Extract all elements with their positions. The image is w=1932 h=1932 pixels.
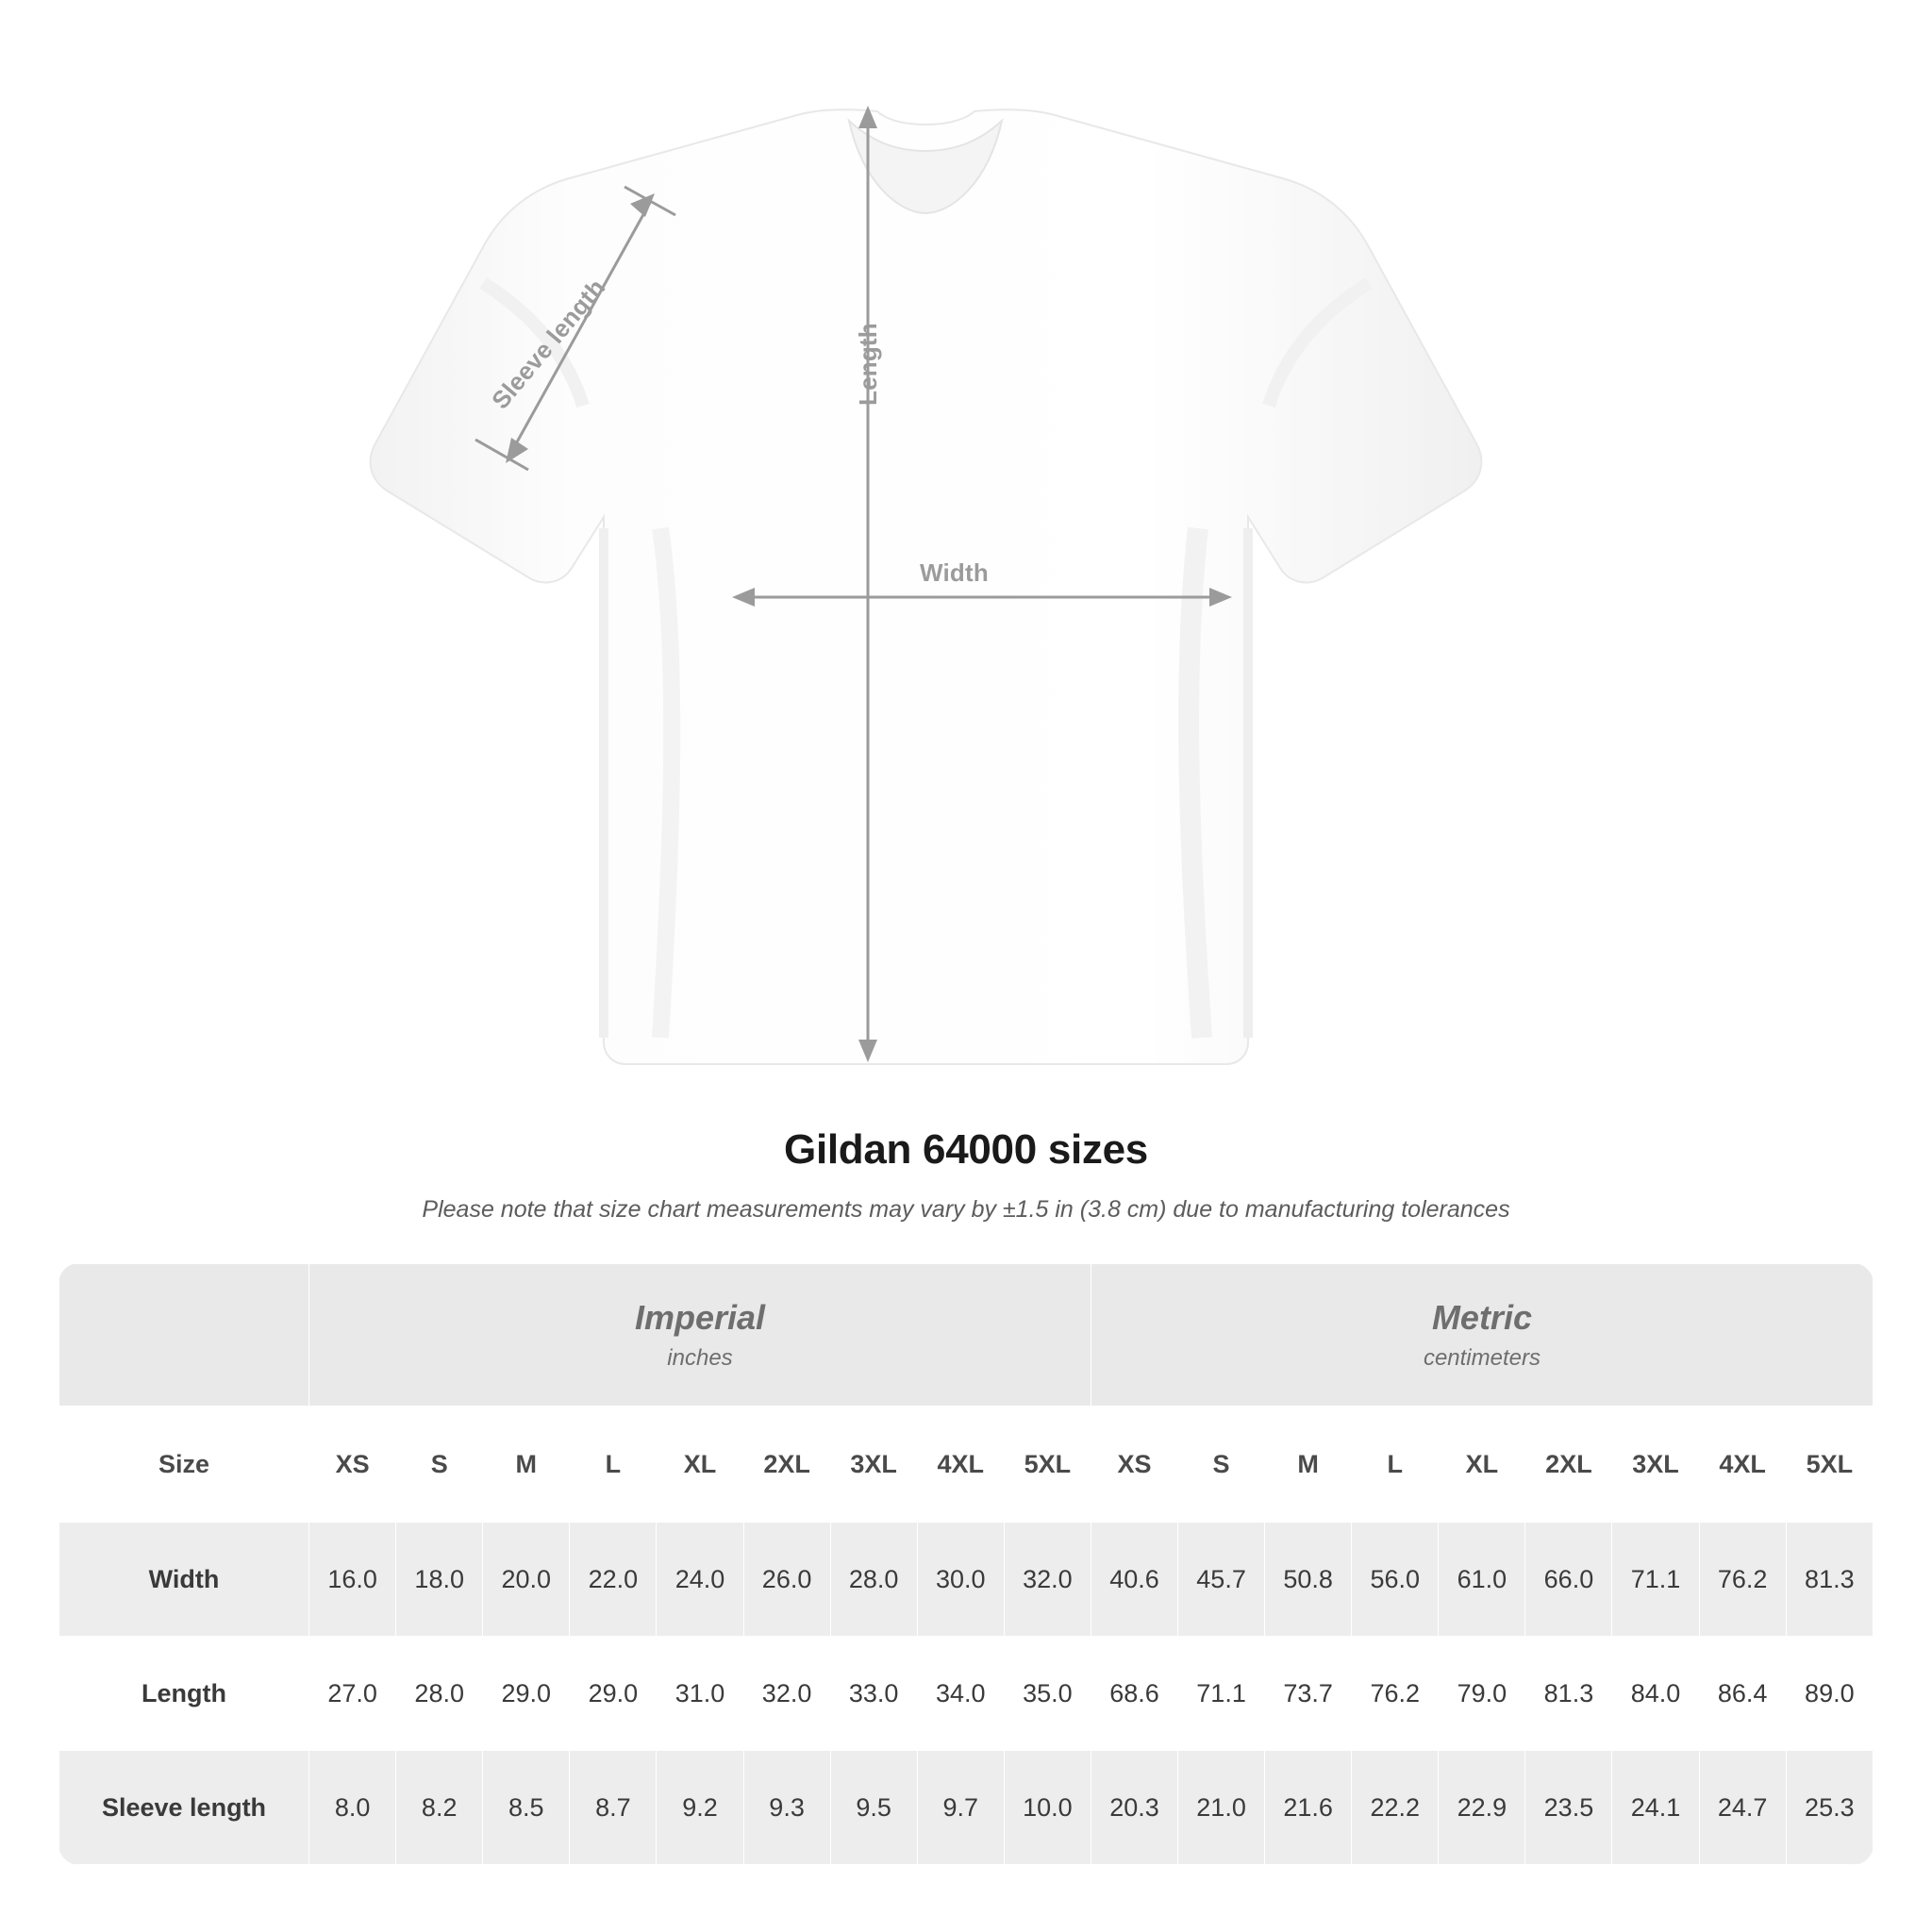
- cell-width: 71.1: [1612, 1523, 1699, 1637]
- cell-sleeve: 8.2: [396, 1751, 483, 1865]
- size-header-label: Size: [59, 1407, 309, 1523]
- size-header-cell: S: [396, 1407, 483, 1523]
- size-header-cell: XS: [309, 1407, 396, 1523]
- cell-width: 16.0: [309, 1523, 396, 1637]
- unit-group-imperial-unit: inches: [667, 1344, 733, 1371]
- cell-length: 71.1: [1178, 1637, 1265, 1751]
- cell-width: 20.0: [483, 1523, 570, 1637]
- cell-length: 27.0: [309, 1637, 396, 1751]
- cell-length: 76.2: [1352, 1637, 1439, 1751]
- cell-sleeve: 9.7: [917, 1751, 1004, 1865]
- cell-sleeve: 8.0: [309, 1751, 396, 1865]
- title-block: [0, 1126, 1932, 1224]
- cell-sleeve: 8.5: [483, 1751, 570, 1865]
- cell-width: 50.8: [1265, 1523, 1352, 1637]
- tolerance-note: Please note that size chart measurements may vary by ±1.5 in (3.8 cm) due to manufacturing tolerances: [422, 1196, 1510, 1223]
- cell-length: 81.3: [1525, 1637, 1612, 1751]
- cell-length: 29.0: [570, 1637, 657, 1751]
- cell-sleeve: 9.3: [743, 1751, 830, 1865]
- size-table-wrapper: [58, 1263, 1874, 1865]
- cell-width: 18.0: [396, 1523, 483, 1637]
- cell-width: 22.0: [570, 1523, 657, 1637]
- cell-width: 24.0: [657, 1523, 743, 1637]
- table-row: [59, 1523, 1874, 1637]
- cell-sleeve: 25.3: [1786, 1751, 1873, 1865]
- size-header-cell: XS: [1091, 1407, 1177, 1523]
- cell-sleeve: 22.9: [1439, 1751, 1525, 1865]
- page-title: Gildan 64000 sizes: [784, 1126, 1148, 1173]
- cell-width: 76.2: [1699, 1523, 1786, 1637]
- size-table: [58, 1263, 1874, 1865]
- cell-length: 84.0: [1612, 1637, 1699, 1751]
- unit-group-metric-name: Metric: [1431, 1298, 1532, 1338]
- cell-sleeve: 8.7: [570, 1751, 657, 1865]
- size-header-cell: 4XL: [1699, 1407, 1786, 1523]
- size-header-cell: XL: [1439, 1407, 1525, 1523]
- cell-width: 56.0: [1352, 1523, 1439, 1637]
- cell-length: 32.0: [743, 1637, 830, 1751]
- cell-length: 35.0: [1004, 1637, 1091, 1751]
- cell-width: 61.0: [1439, 1523, 1525, 1637]
- cell-length: 68.6: [1091, 1637, 1177, 1751]
- size-header-cell: 3XL: [830, 1407, 917, 1523]
- cell-sleeve: 21.0: [1178, 1751, 1265, 1865]
- unit-group-imperial: [309, 1264, 1091, 1407]
- size-header-cell: S: [1178, 1407, 1265, 1523]
- size-header-cell: L: [570, 1407, 657, 1523]
- cell-length: 31.0: [657, 1637, 743, 1751]
- row-label-width: Width: [59, 1523, 309, 1637]
- size-header-cell: 2XL: [743, 1407, 830, 1523]
- cell-sleeve: 23.5: [1525, 1751, 1612, 1865]
- size-header-cell: 3XL: [1612, 1407, 1699, 1523]
- cell-sleeve: 24.1: [1612, 1751, 1699, 1865]
- cell-sleeve: 24.7: [1699, 1751, 1786, 1865]
- row-label-length: Length: [59, 1637, 309, 1751]
- size-header-row: [59, 1407, 1874, 1523]
- cell-width: 30.0: [917, 1523, 1004, 1637]
- cell-sleeve: 21.6: [1265, 1751, 1352, 1865]
- size-header-cell: M: [483, 1407, 570, 1523]
- size-header-cell: 5XL: [1004, 1407, 1091, 1523]
- unit-header-row: [59, 1264, 1874, 1407]
- cell-sleeve: 9.2: [657, 1751, 743, 1865]
- cell-sleeve: 10.0: [1004, 1751, 1091, 1865]
- cell-length: 33.0: [830, 1637, 917, 1751]
- unit-header-spacer: [59, 1264, 309, 1407]
- size-header-cell: 4XL: [917, 1407, 1004, 1523]
- cell-length: 34.0: [917, 1637, 1004, 1751]
- table-row: [59, 1751, 1874, 1865]
- cell-sleeve: 9.5: [830, 1751, 917, 1865]
- unit-group-metric: [1091, 1264, 1873, 1407]
- unit-group-imperial-name: Imperial: [634, 1298, 766, 1338]
- cell-length: 86.4: [1699, 1637, 1786, 1751]
- cell-width: 66.0: [1525, 1523, 1612, 1637]
- cell-width: 32.0: [1004, 1523, 1091, 1637]
- cell-length: 28.0: [396, 1637, 483, 1751]
- cell-length: 29.0: [483, 1637, 570, 1751]
- cell-width: 26.0: [743, 1523, 830, 1637]
- cell-width: 45.7: [1178, 1523, 1265, 1637]
- size-header-cell: M: [1265, 1407, 1352, 1523]
- row-label-sleeve-length: Sleeve length: [59, 1751, 309, 1865]
- table-row: [59, 1637, 1874, 1751]
- cell-width: 28.0: [830, 1523, 917, 1637]
- cell-sleeve: 22.2: [1352, 1751, 1439, 1865]
- sleeve-length-dimension-label: Sleeve length: [486, 273, 611, 415]
- size-header-cell: XL: [657, 1407, 743, 1523]
- cell-length: 79.0: [1439, 1637, 1525, 1751]
- cell-length: 73.7: [1265, 1637, 1352, 1751]
- size-header-cell: 2XL: [1525, 1407, 1612, 1523]
- size-header-cell: 5XL: [1786, 1407, 1873, 1523]
- unit-group-metric-unit: centimeters: [1423, 1344, 1541, 1371]
- cell-length: 89.0: [1786, 1637, 1873, 1751]
- cell-width: 40.6: [1091, 1523, 1177, 1637]
- cell-width: 81.3: [1786, 1523, 1873, 1637]
- length-dimension-label: Length: [854, 323, 882, 406]
- size-header-cell: L: [1352, 1407, 1439, 1523]
- cell-sleeve: 20.3: [1091, 1751, 1177, 1865]
- width-dimension-label: Width: [920, 558, 989, 587]
